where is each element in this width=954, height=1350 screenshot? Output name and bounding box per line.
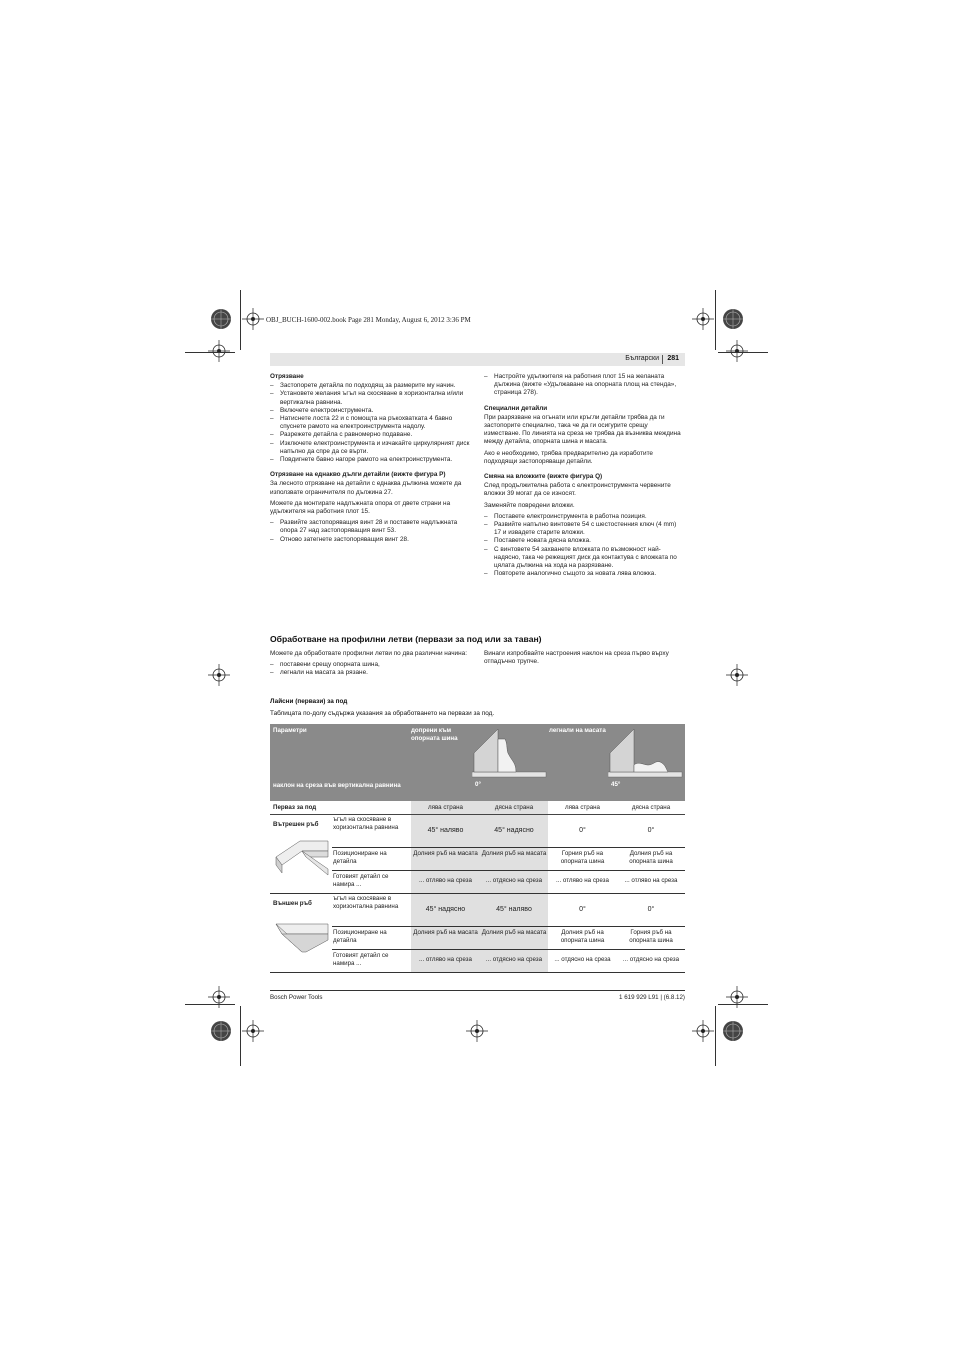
row-label: Позициониране на детайла (333, 850, 387, 865)
list-item: – Повторете аналогично същото за новата лява вложка. (484, 570, 685, 578)
vertical-label: наклон на среза във вертикална равнина (273, 782, 401, 789)
section-title: Обработване на профилни летви (первази за под или за таван) (270, 634, 542, 644)
header-language: Български (625, 355, 659, 362)
footer-code: 1 619 929 L91 | (6.8.12) (619, 994, 685, 1001)
table-cell: 0° (647, 827, 655, 834)
trim-line (715, 290, 716, 350)
table-cell: Долния ръб на масата (480, 848, 548, 870)
crosshair-mark-icon (726, 340, 748, 362)
row-label: ъгъл на скосяване в хоризонтална равнина (333, 895, 399, 910)
cutting-heading: Отрязване (270, 373, 304, 380)
registration-mark-icon (722, 308, 744, 330)
against-fence-angle: 0° (475, 781, 481, 788)
registration-mark-icon (210, 1020, 232, 1042)
table-cell: ... отляво на среза (556, 877, 609, 884)
flat-label: легнали на масата (549, 727, 606, 734)
list-item: – Включете електроинструмента. (270, 407, 470, 415)
footer-rule (270, 990, 685, 991)
crosshair-mark-icon (726, 664, 748, 686)
side-header: лява страна (411, 801, 480, 814)
crosshair-mark-icon (208, 340, 230, 362)
floor-label: Перваз за под (273, 804, 317, 811)
paragraph: Заменяйте повредени вложки. (484, 501, 575, 509)
paragraph: Ако е необходимо, трябва предварително да изработите подходящи застопоряващи детайли. (484, 449, 653, 465)
trim-line (718, 1004, 768, 1005)
list-item: – Отново затегнете застопоряващия винт 28. (270, 536, 470, 544)
right-column (484, 373, 685, 581)
table-cell: Горния ръб на опорната шина (560, 850, 605, 865)
table-cell: Долния ръб на опорната шина (629, 850, 673, 865)
profile-methods (270, 661, 470, 677)
profile-advice (484, 650, 685, 669)
outer-edge-moulding-diagram (272, 912, 330, 956)
table-subheader (270, 801, 685, 815)
list-item: – Натиснете лоста 22 и с помощта на ръкохватката 4 бавно спуснете рамото на електроинструмента надолу. (270, 415, 470, 431)
list-item: – Повдигнете бавно нагоре рамото на електроинструмента. (270, 456, 470, 464)
list-item: – Поставете новата дясна вложка. (484, 537, 685, 545)
row-label: Готовият детайл се намира ... (333, 952, 389, 967)
side-header: лява страна (564, 804, 600, 811)
trim-line (240, 290, 241, 350)
cutting-steps (270, 382, 470, 464)
table-cell: Долния ръб на масата (411, 927, 480, 949)
crosshair-mark-icon (466, 1020, 488, 1042)
block-divider (270, 972, 685, 973)
moulding-table (270, 724, 685, 967)
extension-step (484, 373, 685, 398)
paragraph: При разрязване на огънати или кръгли детайли трябва да ги застопорите специално, така че да ги осигурите срещу изместване. По линията на среза не трябва да възниква междина между детайла, опорната шина и масата. (484, 413, 681, 446)
table-cell: Долния ръб на масата (480, 927, 548, 949)
paragraph: Винаги изпробвайте настроения наклон на среза първо върху отпадъчно трупче. (484, 650, 669, 666)
table-header (270, 724, 685, 801)
table-cell: 0° (579, 827, 586, 834)
list-item: – легнали на масата за рязане. (270, 669, 470, 677)
page-header (270, 353, 685, 366)
list-item: – С винтовете 54 захванете вложката по възможност най-надясно, така че режещият диск да контактува с вложката по цялата дължина на хода на разрязване. (484, 546, 685, 571)
list-item: – Разрежете детайла с равномерно подаване. (270, 431, 470, 439)
table-cell: ... отляво на среза (411, 950, 480, 972)
list-item: – Развийте застопоряващия винт 28 и поставете надлъжната опора 27 над застопоряващия винт 53. (270, 519, 470, 535)
list-item: – Поставете електроинструмента в работна позиция. (484, 513, 685, 521)
inner-edge-block (270, 815, 685, 893)
row-label: Готовият детайл се намира ... (333, 873, 389, 888)
flat-angle: 45° (611, 781, 621, 788)
table-body (270, 801, 685, 967)
inserts-heading: Смяна на вложките (вижте фигура Q) (484, 473, 603, 481)
table-cell: ... отляво на среза (624, 877, 678, 884)
table-cell: ... отдясно на среза (480, 950, 548, 972)
table-cell: ... отдясно на среза (480, 871, 548, 893)
left-column (270, 373, 470, 547)
print-slug: OBJ_BUCH-1600-002.book Page 281 Monday, August 6, 2012 3:36 PM (266, 316, 471, 324)
registration-mark-icon (722, 1020, 744, 1042)
special-heading: Специални детайли (484, 404, 548, 412)
equal-length-heading: Отрязване на еднакво дълги детайли (вижте фигура P) (270, 471, 446, 479)
side-header: дясна страна (631, 804, 671, 811)
table-cell: ... отляво на среза (411, 871, 480, 893)
list-item: – Настройте удължителя на работния плот 15 на желаната дължина (вижте «Удължаване на опорната площ на стенда», страница 278). (484, 373, 685, 398)
paragraph: Можете да обработвате профилни летви по два различни начина: (270, 650, 467, 657)
against-fence-label: допрени към опорната шина (411, 727, 458, 742)
paragraph: След продължителна работа с електроинструмента червените вложки 39 могат да се износят. (484, 482, 671, 498)
crosshair-mark-icon (692, 308, 714, 330)
table-cell: 45° наляво (411, 815, 480, 847)
floor-heading: Лайсни (первази) за под (270, 698, 348, 705)
header-separator (662, 355, 663, 364)
list-item: – Застопорете детайла по подходящ за размерите му начин. (270, 382, 470, 390)
table-cell: 45° надясно (480, 815, 548, 847)
table-cell: ... отдясно на среза (622, 956, 680, 963)
table-cell: 0° (579, 906, 586, 913)
trim-line (718, 352, 768, 353)
paragraph: За лесното отрязване на детайли с еднаква дължина можете да използвате ограничителя по дължина 27. (270, 480, 462, 496)
paragraph: Можете да монтирате надлъжната опора от двете страни на удължителя на работния плот 15. (270, 499, 451, 516)
equal-length-steps (270, 519, 470, 544)
list-item: – поставени срещу опорната шина, (270, 661, 470, 669)
flat-diagram (608, 727, 684, 781)
page-number: 281 (667, 355, 679, 362)
side-header: дясна страна (480, 801, 548, 814)
param-label: Параметри (273, 727, 307, 734)
list-item: – Развийте напълно винтовете 54 с шестостенния ключ (4 mm) 17 и извадете старите вложки. (484, 521, 685, 537)
trim-line (185, 1004, 235, 1005)
outer-edge-block (270, 894, 685, 972)
table-cell: 45° наляво (480, 894, 548, 926)
outer-label: Външен ръб (273, 900, 312, 907)
table-cell: Долния ръб на масата (411, 848, 480, 870)
inner-label: Вътрешен ръб (273, 821, 319, 828)
list-item: – Установете желания ъгъл на скосяване в хоризонтална и/или вертикална равнина. (270, 390, 470, 406)
row-label: Позициониране на детайла (333, 929, 387, 944)
table-cell: ... отдясно на среза (554, 956, 611, 963)
trim-line (240, 1006, 241, 1066)
crosshair-mark-icon (242, 308, 264, 330)
footer-brand: Bosch Power Tools (270, 994, 323, 1001)
profile-intro (270, 650, 470, 681)
table-cell: Долния ръб на опорната шина (560, 929, 605, 944)
trim-line (185, 352, 235, 353)
inner-edge-moulding-diagram (272, 833, 330, 877)
against-fence-diagram (472, 727, 548, 781)
table-cell: Горния ръб на опорната шина (629, 929, 673, 944)
crosshair-mark-icon (242, 1020, 264, 1042)
crosshair-mark-icon (692, 1020, 714, 1042)
row-label: ъгъл на скосяване в хоризонтална равнина (333, 816, 399, 831)
registration-mark-icon (210, 308, 232, 330)
inserts-steps (484, 513, 685, 579)
table-cell: 0° (647, 906, 655, 913)
table-intro: Таблицата по-долу съдържа указания за обработването на первази за под. (270, 710, 495, 717)
table-cell: 45° надясно (411, 894, 480, 926)
trim-line (715, 1006, 716, 1066)
list-item: – Изключете електроинструмента и изчакайте циркулярният диск напълно да спре да се върти. (270, 440, 470, 456)
crosshair-mark-icon (208, 664, 230, 686)
